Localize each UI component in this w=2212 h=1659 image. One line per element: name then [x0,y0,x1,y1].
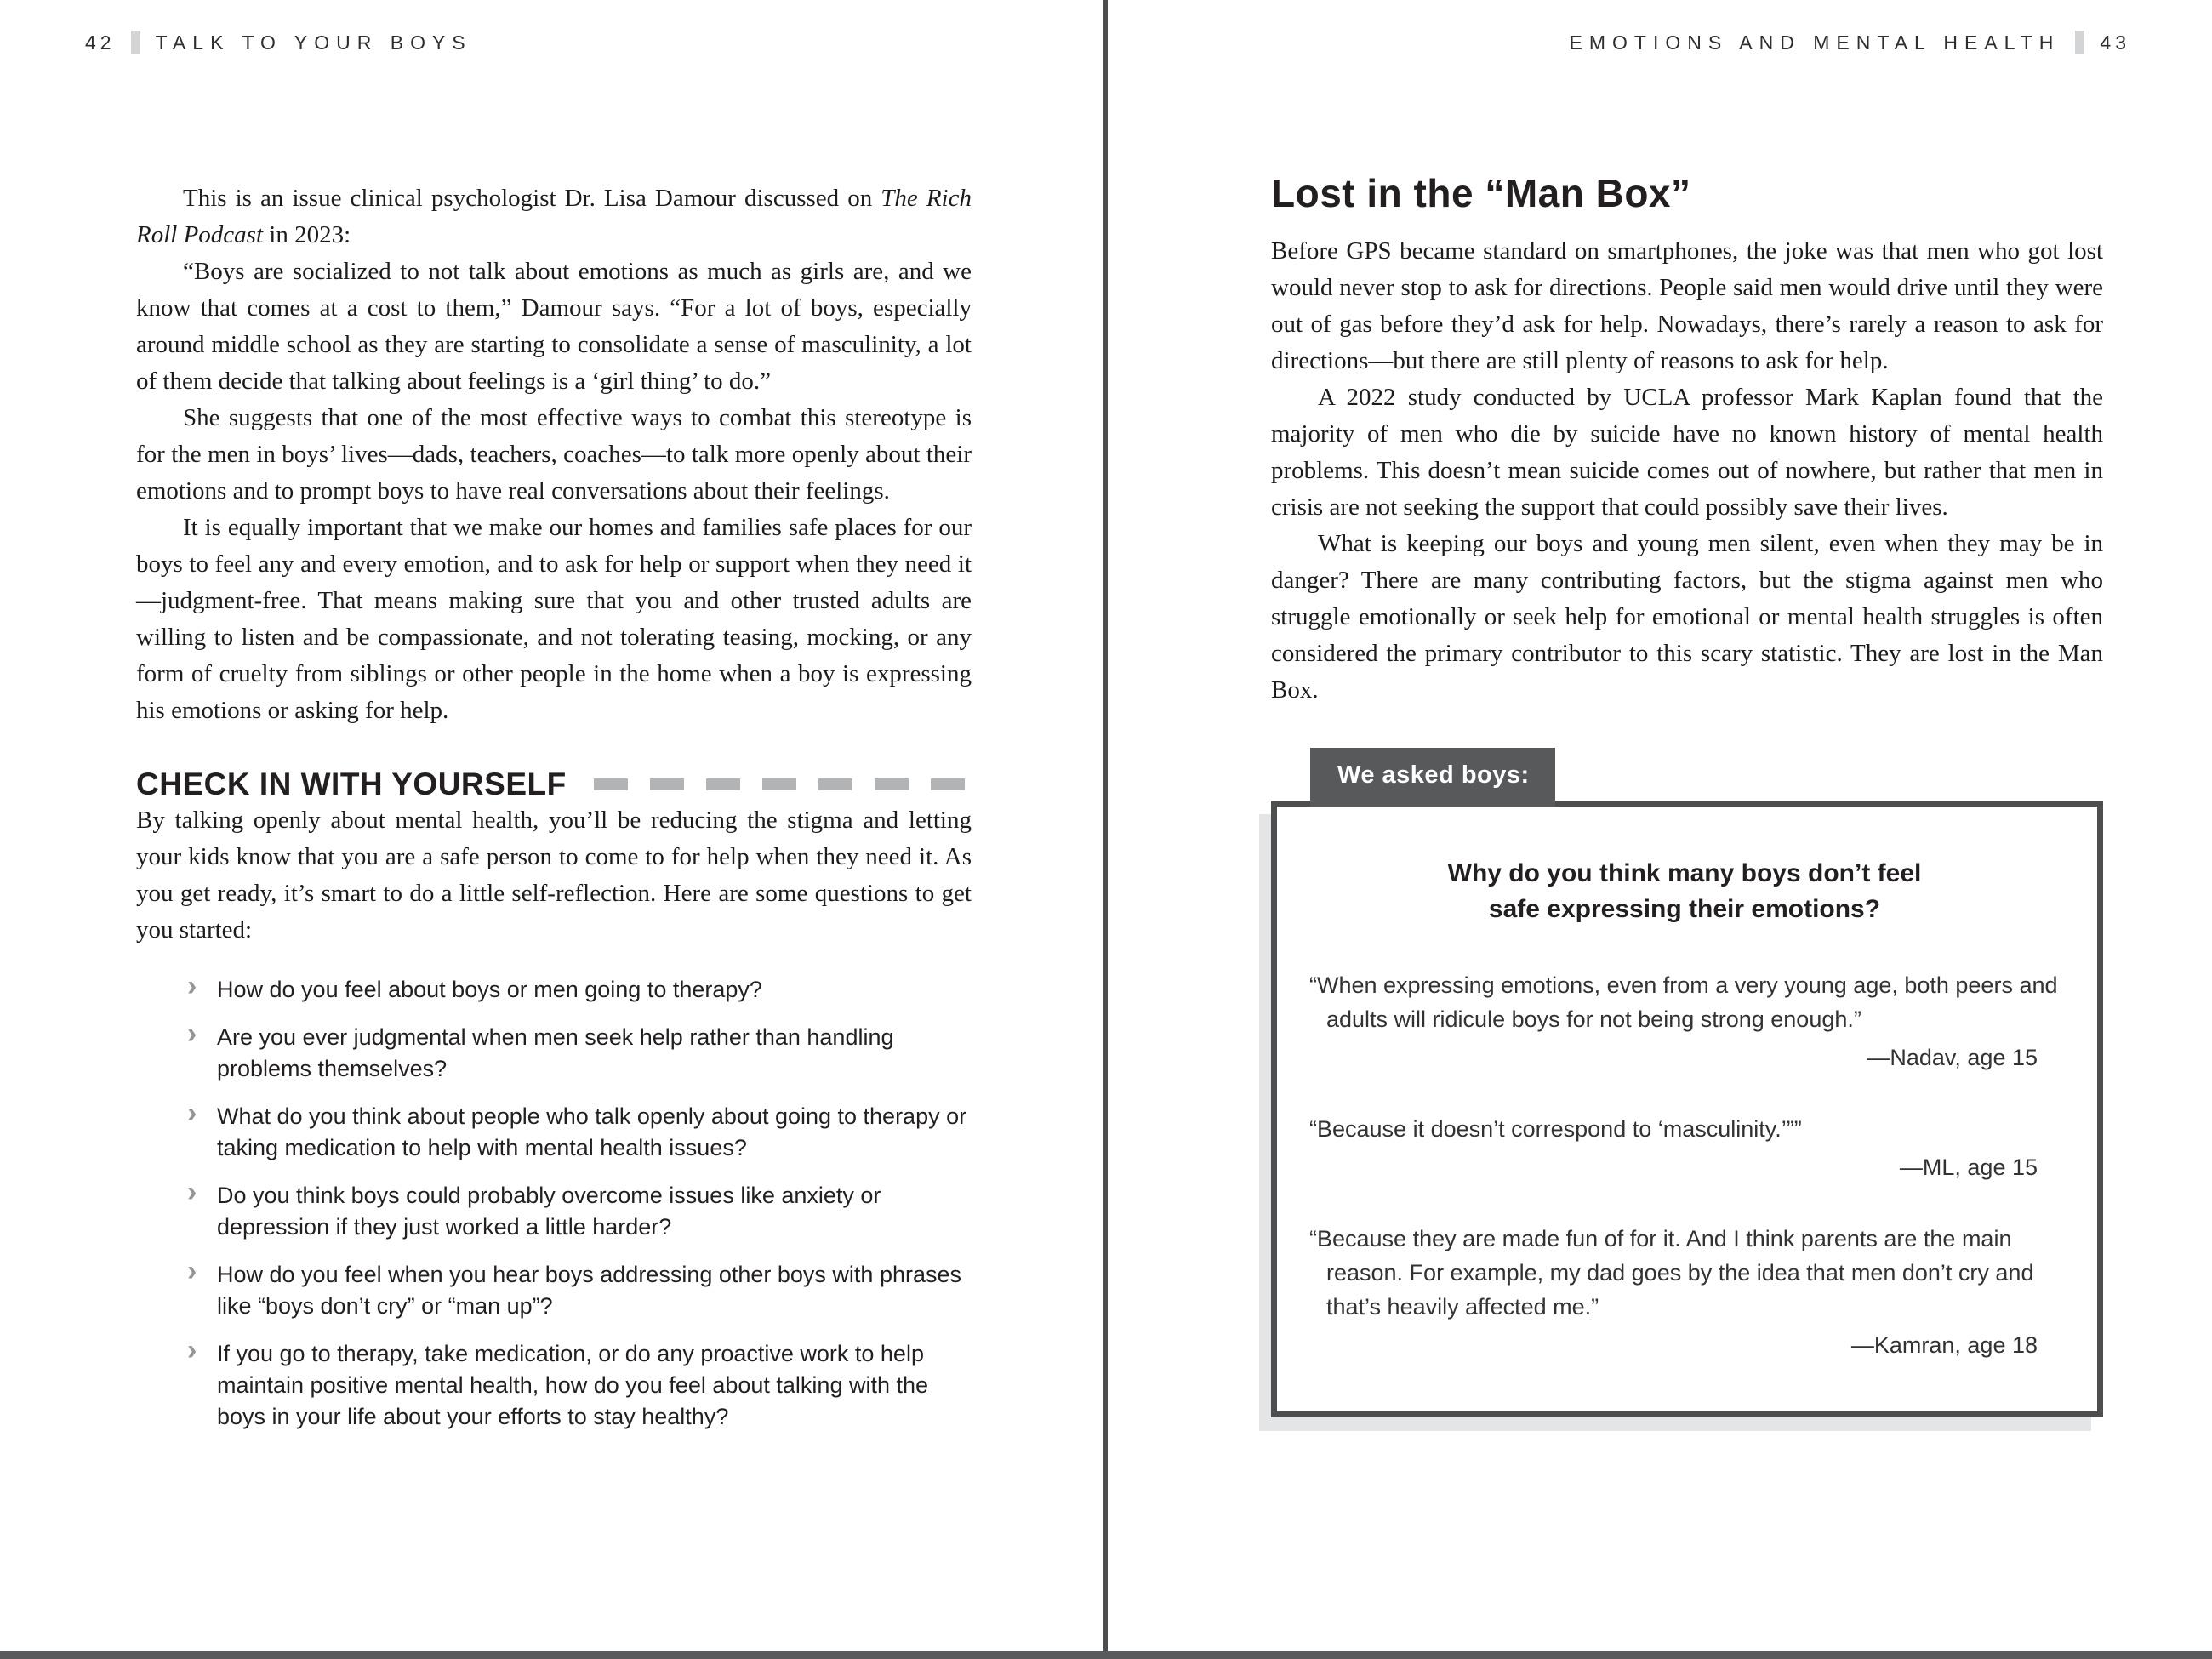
chevron-bullet-icon: › [187,1018,197,1050]
body-paragraph: She suggests that one of the most effective ways to combat this stereotype is for the men in boys’ lives—dads, teachers, coaches—to talk more openly about their emotions and to prompt boys to have real conversations about their feelings. [136,404,972,505]
section-intro: By talking openly about mental health, you’ll be reducing the stigma and letting your kids know that you are a safe person to come to for help when they need it. As you get ready, it’s smart to do a little self-reflection. Here are some questions to get you started: [136,807,972,944]
running-head-right [1570,31,2131,54]
bullet-text: Are you ever judgmental when men seek help rather than handling problems themselves? [217,1024,894,1081]
list-item [136,1097,972,1164]
body-paragraph: Before GPS became standard on smartphones, the joke was that men who got lost would never stop to ask for directions. People said men would drive until they were out of gas before they’d ask for help. Nowadays, there’s rarely a reason to ask for directions—but there are still plenty of reasons to ask for help. [1271,237,2103,374]
quote-text: “Because it doesn’t correspond to ‘masculinity.’”” [1309,1116,1802,1142]
dash [762,778,796,790]
right-page [1271,170,2103,1417]
running-head-title: TALK TO YOUR BOYS [155,31,472,54]
body-paragraph: What is keeping our boys and young men silent, even when they may be in danger? There are many contributing factors, but the stigma against men who struggle emotionally or seek help for emotional or mental health struggles is often considered the primary contributor to this scary statistic. They are lost in the Man Box. [1271,530,2103,704]
chevron-bullet-icon: › [187,1097,197,1129]
list-item [136,970,972,1006]
quote-text: “Because they are made fun of for it. And I think parents are the main reason. For example, my dad goes by the idea that men don’t cry and that’s heavily affected me.” [1309,1226,2034,1320]
callout-box [1271,801,2103,1417]
quote-block [1309,968,2060,1071]
dash [875,778,909,790]
bullet-text: How do you feel about boys or men going to therapy? [217,977,762,1002]
chevron-bullet-icon: › [187,970,197,1002]
quote-text: “When expressing emotions, even from a very young age, both peers and adults will ridicule boys for not being strong enough.” [1309,972,2058,1032]
list-item [136,1176,972,1243]
body-paragraph [136,180,972,254]
running-head-left [85,31,472,54]
dash [594,778,628,790]
quote-block [1309,1112,2060,1181]
chevron-bullet-icon: › [187,1255,197,1287]
dash [706,778,740,790]
separator-bar [131,31,140,54]
bullet-text: Do you think boys could probably overcome issues like anxiety or depression if they just worked a little harder? [217,1183,881,1240]
dash [650,778,684,790]
bottom-edge-bar [0,1651,2212,1659]
right-body [1271,233,2103,709]
list-item [136,1255,972,1322]
chevron-bullet-icon: › [187,1334,197,1366]
quote-attribution: —ML, age 15 [1899,1154,2038,1180]
dash [818,778,852,790]
paragraph-text: This is an issue clinical psychologist Dr. Lisa Damour discussed on [183,185,881,212]
paragraph-text: in 2023: [263,221,351,248]
callout-tab: We asked boys: [1310,748,1555,807]
quote-attribution: —Kamran, age 18 [1850,1332,2038,1358]
page-spine-divider [1103,0,1108,1659]
body-paragraph: A 2022 study conducted by UCLA professor Mark Kaplan found that the majority of men who die by suicide have no known history of mental health problems. This doesn’t mean suicide comes out of nowhere, but rather that men in crisis are not seeking the support that could possibly save their lives. [1271,384,2103,521]
bullet-text: What do you think about people who talk openly about going to therapy or taking medication to help with mental health issues? [217,1103,967,1160]
chevron-bullet-icon: › [187,1176,197,1208]
bullet-text: How do you feel when you hear boys addressing other boys with phrases like “boys don’t cry” or “man up”? [217,1262,962,1319]
page-number: 43 [2100,31,2130,54]
quote-block [1309,1222,2060,1359]
question-list [136,970,972,1433]
callout-question: Why do you think many boys don’t feel safe expressing their emotions? [1447,859,1922,923]
page-number: 42 [85,31,116,54]
section-heading: CHECK IN WITH YOURSELF [136,767,567,801]
section-heading-row [136,767,972,802]
list-item [136,1334,972,1433]
separator-bar [2075,31,2084,54]
body-paragraph: “Boys are socialized to not talk about emotions as much as girls are, and we know that comes at a cost to them,” Damour says. “For a lot of boys, especially around middle school as they are starting to consolidate a sense of masculinity, a lot of them decide that talking about feelings is a ‘girl thing’ to do.” [136,258,972,395]
left-page [136,180,972,1433]
body-paragraph: It is equally important that we make our homes and families safe places for our boys to feel any and every emotion, and to ask for help or support when they need it—judgment-free. That means making sure that you and other trusted adults are willing to listen and be compassionate, and not tolerating teasing, mocking, or any form of cruelty from siblings or other people in the home when a boy is expressing his emotions or asking for help. [136,514,972,724]
check-in-section [136,767,972,1433]
chapter-heading: Lost in the “Man Box” [1271,171,1691,215]
dash [931,778,965,790]
bullet-text: If you go to therapy, take medication, or do any proactive work to help maintain positive mental health, how do you feel about talking with the boys in your life about your efforts to stay healthy? [217,1341,929,1429]
quote-attribution: —Nadav, age 15 [1867,1045,2038,1070]
running-head-title: EMOTIONS AND MENTAL HEALTH [1569,31,2061,54]
italic-podcast-title: The Rich Roll Podcast [136,185,972,248]
dash-divider [594,778,972,790]
list-item [136,1018,972,1085]
we-asked-boys-callout [1271,748,2103,1417]
